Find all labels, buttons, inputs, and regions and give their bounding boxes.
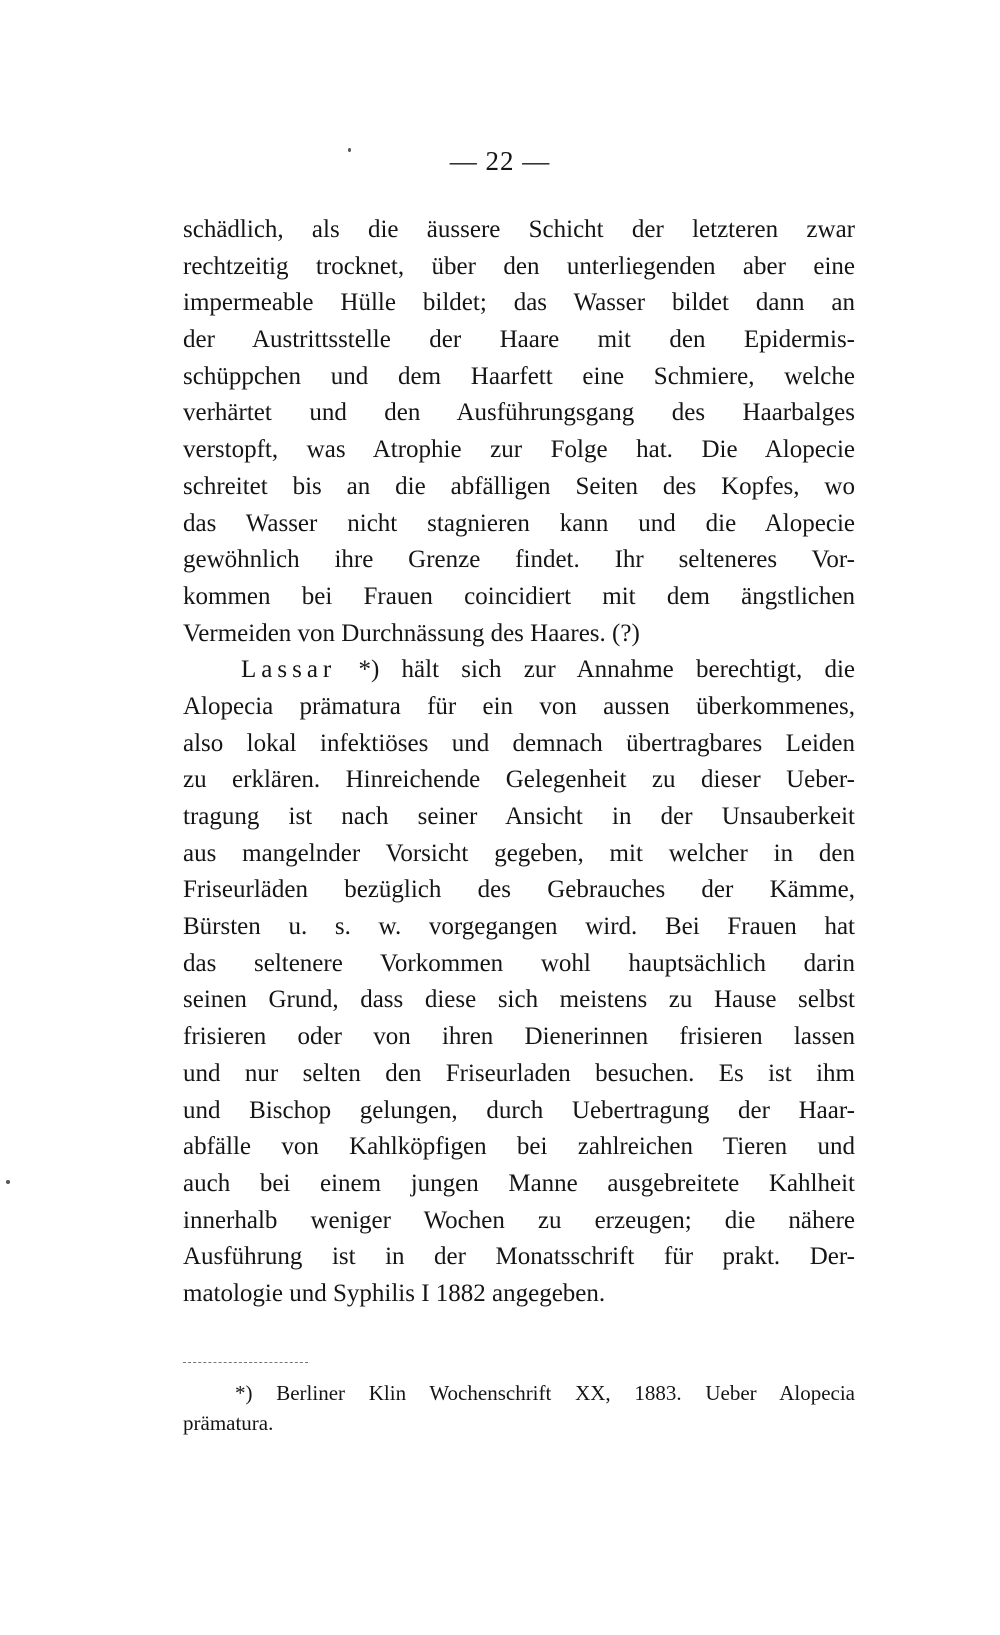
text-line: gewöhnlich ihre Grenze findet. Ihr selteneres Vor- (183, 546, 855, 574)
text-line: Bürsten u. s. w. vorgegangen wird. Bei Frauen hat (183, 913, 855, 941)
main-text (183, 212, 855, 1313)
text-line: kommen bei Frauen coincidiert mit dem ängstlichen (183, 582, 855, 610)
text-fragment: *) hält sich zur Annahme berechtigt, die (336, 656, 855, 684)
text-line: und Bischop gelungen, durch Uebertragung der Haar- (183, 1096, 855, 1124)
text-line: verhärtet und den Ausführungsgang des Haarbalges (183, 399, 855, 427)
author-name: Lassar (241, 656, 337, 684)
text-line: Ausführung ist in der Monatsschrift für prakt. Der- (183, 1243, 855, 1271)
text-line: zu erklären. Hinreichende Gelegenheit zu dieser Ueber- (183, 766, 855, 794)
text-line: also lokal infektiöses und demnach übertragbares Leiden (183, 729, 855, 757)
text-line: tragung ist nach seiner Ansicht in der Unsauberkeit (183, 803, 855, 830)
text-line: schädlich, als die äussere Schicht der letzteren zwar (183, 216, 855, 243)
text-line: impermeable Hülle bildet; das Wasser bildet dann an (183, 289, 855, 317)
text-line: schüppchen und dem Haarfett eine Schmiere, welche (183, 362, 855, 390)
text-line: das seltenere Vorkommen wohl hauptsächlich darin (183, 949, 855, 977)
text-line: Alopecia prämatura für ein von aussen überkommenes, (183, 692, 855, 720)
text-line: abfälle von Kahlköpfigen bei zahlreichen Tieren und (183, 1133, 855, 1161)
text-line: innerhalb weniger Wochen zu erzeugen; die nähere (183, 1206, 855, 1234)
text-line: auch bei einem jungen Manne ausgebreitete Kahlheit (183, 1169, 855, 1197)
text-line: rechtzeitig trocknet, über den unterliegenden aber eine (183, 252, 855, 280)
footnote-line: prämatura. (183, 1411, 274, 1435)
footnote-divider (183, 1362, 308, 1363)
paragraph-start-line (183, 652, 855, 689)
text-line: verstopft, was Atrophie zur Folge hat. Die Alopecie (183, 436, 855, 464)
print-speck (6, 1180, 10, 1184)
footnote-line: *) Berliner Klin Wochenschrift XX, 1883. Ueber Alopecia (235, 1381, 855, 1405)
page-number: — 22 — (449, 146, 551, 176)
text-line: frisieren oder von ihren Dienerinnen frisieren lassen (183, 1023, 855, 1051)
text-line: aus mangelnder Vorsicht gegeben, mit welcher in den (183, 839, 855, 867)
text-line: der Austrittsstelle der Haare mit den Epidermis- (183, 326, 855, 354)
text-line: Friseurläden bezüglich des Gebrauches der Kämme, (183, 876, 855, 904)
text-line: und nur selten den Friseurladen besuchen. Es ist ihm (183, 1059, 855, 1087)
footnote (183, 1378, 855, 1438)
text-line: seinen Grund, dass diese sich meistens zu Hause selbst (183, 986, 855, 1014)
text-line: Vermeiden von Durchnässung des Haares. (?) (183, 619, 640, 647)
text-line: schreitet bis an die abfälligen Seiten des Kopfes, wo (183, 472, 855, 500)
text-line: das Wasser nicht stagnieren kann und die Alopecie (183, 509, 855, 537)
text-line: matologie und Syphilis I 1882 angegeben. (183, 1279, 606, 1307)
